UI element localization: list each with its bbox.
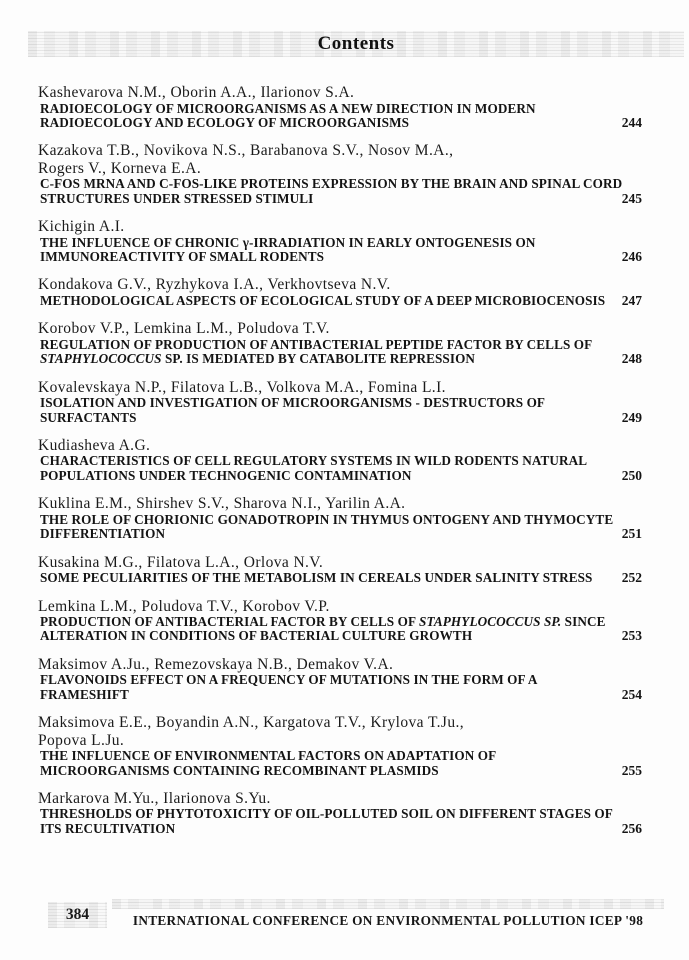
entry-title-line (38, 411, 593, 425)
entry-page-number: 250 (621, 467, 642, 483)
entry-page-number: 249 (621, 409, 642, 425)
entry-title-segment: SOME PECULIARITIES OF THE METABOLISM IN CEREALS UNDER SALINITY STRESS (40, 570, 593, 586)
entry-title-line (38, 806, 613, 822)
entry-text (38, 656, 593, 702)
entry-authors: Kusakina M.G., Filatova L.A., Orlova N.V. (38, 553, 324, 571)
entry-authors: Lemkina L.M., Poludova T.V., Korobov V.P. (38, 597, 330, 615)
entry-title-segment: ITS RECULTIVATION (40, 820, 176, 836)
toc-entries (38, 84, 689, 848)
entry-title-line (38, 338, 593, 352)
entry-title-line (38, 454, 593, 468)
entry-title-line (38, 688, 593, 702)
toc-entry (38, 218, 689, 264)
toc-entry (38, 495, 689, 541)
entry-text (38, 320, 593, 366)
entry-text (38, 495, 614, 542)
entry-title-segment: ISOLATION AND INVESTIGATION OF MICROORGANISMS - DESTRUCTORS OF (40, 395, 546, 411)
toc-entry (38, 554, 689, 586)
toc-entry (38, 714, 689, 778)
entry-title-line (38, 749, 593, 763)
entry-title-segment: CHARACTERISTICS OF CELL REGULATORY SYSTEMS IN WILD RODENTS NATURAL (40, 453, 588, 469)
entry-title-segment: POPULATIONS UNDER TECHNOGENIC CONTAMINATION (40, 467, 412, 483)
entry-page-number: 248 (621, 351, 642, 367)
entry-title-segment: THRESHOLDS OF PHYTOTOXICITY OF OIL-POLLUTED SOIL ON DIFFERENT STAGES OF (40, 806, 613, 822)
entry-text (38, 142, 623, 206)
entry-title-line (38, 822, 593, 836)
entry-page-number: 251 (621, 526, 642, 542)
entry-title-line (38, 527, 593, 541)
entry-authors: Maksimova E.E., Boyandin A.N., Kargatova T.V., Krylova T.Ju., (38, 714, 465, 732)
entry-title-line (38, 292, 606, 308)
entry-page-number: 246 (621, 249, 642, 265)
entry-authors: Maksimov A.Ju., Remezovskaya N.B., Demakov V.A. (38, 655, 394, 673)
entry-page-number: 247 (621, 292, 642, 308)
entry-title-segment: DIFFERENTIATION (40, 526, 166, 542)
entry-title-segment: SINCE (561, 614, 606, 629)
entry-title-segment: C-FOS MRNA AND C-FOS-LIKE PROTEINS EXPRESSION BY THE BRAIN AND SPINAL CORD (40, 176, 623, 192)
entry-text (38, 218, 593, 264)
entry-text (38, 437, 593, 483)
entry-title-line (38, 571, 593, 585)
toc-entry (38, 276, 689, 308)
entry-title-line (38, 236, 593, 250)
entry-title-line (38, 176, 623, 192)
entry-title-segment: RADIOECOLOGY AND ECOLOGY OF MICROORGANISMS (40, 114, 410, 130)
entry-title-segment: ALTERATION IN CONDITIONS OF BACTERIAL CULTURE GROWTH (40, 628, 473, 644)
entry-text (38, 276, 606, 308)
entry-title-line (38, 764, 593, 778)
entry-page-number: 244 (621, 114, 642, 130)
entry-authors: Kuklina E.M., Shirshev S.V., Sharova N.I., Yarilin A.A. (38, 495, 406, 513)
entry-title-segment: THE INFLUENCE OF CHRONIC γ-IRRADIATION IN EARLY ONTOGENESIS ON (40, 234, 536, 250)
entry-page-number: 245 (621, 190, 642, 206)
entry-text (38, 714, 593, 778)
toc-entry (38, 790, 689, 836)
entry-title-line (38, 396, 593, 410)
footer-scan-strip (112, 899, 664, 909)
header-band (28, 31, 684, 57)
entry-text (38, 554, 593, 586)
toc-entry (38, 142, 689, 206)
entry-title-segment: IMMUNOREACTIVITY OF SMALL RODENTS (40, 249, 325, 265)
entry-authors: Korobov V.P., Lemkina L.M., Poludova T.V. (38, 320, 330, 338)
entry-title-line (38, 673, 593, 687)
entry-title-segment: PRODUCTION OF ANTIBACTERIAL FACTOR BY CELLS OF (40, 614, 420, 629)
entry-title-italic-segment: STAPHYLOCOCCUS SP. (419, 614, 562, 629)
entry-title-segment: RADIOECOLOGY OF MICROORGANISMS AS A NEW DIRECTION IN MODERN (40, 100, 536, 116)
entry-title-segment: FLAVONOIDS EFFECT ON A FREQUENCY OF MUTATIONS IN THE FORM OF A (40, 672, 538, 688)
entry-page-number: 254 (621, 686, 642, 702)
entry-title-segment: THE INFLUENCE OF ENVIRONMENTAL FACTORS ON ADAPTATION OF (40, 748, 497, 764)
footer-page-number: 384 (48, 902, 107, 928)
footer-conference-title: INTERNATIONAL CONFERENCE ON ENVIRONMENTAL POLLUTION ICEP '98 (132, 913, 644, 928)
entry-page-number: 256 (621, 820, 642, 836)
entry-page-number: 253 (621, 628, 642, 644)
entry-authors: Rogers V., Korneva E.A. (38, 159, 202, 177)
entry-page-number: 255 (621, 762, 642, 778)
page-title: Contents (317, 33, 395, 54)
entry-authors: Kashevarova N.M., Oborin A.A., Ilarionov S.A. (38, 84, 355, 101)
toc-entry (38, 84, 689, 130)
toc-entry (38, 437, 689, 483)
entry-authors: Kondakova G.V., Ryzhykova I.A., Verkhovtseva N.V. (38, 276, 391, 294)
entry-title-line (38, 511, 614, 527)
entry-text (38, 597, 606, 644)
entry-authors: Popova L.Ju. (38, 731, 125, 749)
entry-title-segment: STRUCTURES UNDER STRESSED STIMULI (40, 190, 314, 206)
entry-authors: Kichigin A.I. (38, 218, 125, 236)
entry-title-line (38, 614, 606, 629)
footer-band (112, 899, 664, 931)
entry-page-number: 252 (621, 570, 642, 586)
entry-authors: Kovalevskaya N.P., Filatova L.B., Volkova M.A., Fomina L.I. (38, 378, 446, 396)
entry-title-line (38, 250, 593, 264)
entry-text (38, 84, 593, 130)
entry-title-segment: THE ROLE OF CHORIONIC GONADOTROPIN IN THYMUS ONTOGENY AND THYMOCYTE (40, 511, 614, 527)
entry-title-italic-segment: STAPHYLOCOCCUS (40, 351, 162, 367)
entry-title-segment: MICROORGANISMS CONTAINING RECOMBINANT PLASMIDS (40, 762, 439, 778)
entry-authors: Kudiasheva A.G. (38, 436, 151, 454)
toc-entry (38, 598, 689, 644)
entry-title-line (38, 469, 593, 483)
entry-title-segment: SP. IS MEDIATED BY CATABOLITE REPRESSION (161, 351, 476, 367)
entry-text (38, 379, 593, 425)
entry-title-segment: REGULATION OF PRODUCTION OF ANTIBACTERIAL PEPTIDE FACTOR BY CELLS OF (40, 336, 593, 352)
entry-title-segment: METHODOLOGICAL ASPECTS OF ECOLOGICAL STUDY OF A DEEP MICROBIOCENOSIS (40, 292, 606, 308)
toc-entry (38, 656, 689, 702)
entry-title-segment: SURFACTANTS (40, 409, 137, 425)
entry-title-line (38, 352, 593, 366)
entry-text (38, 789, 613, 836)
toc-entry (38, 320, 689, 366)
entry-authors: Markarova M.Yu., Ilarionova S.Yu. (38, 789, 271, 807)
entry-title-line (38, 629, 593, 643)
entry-title-segment: FRAMESHIFT (40, 686, 129, 702)
entry-authors: Kazakova T.B., Novikova N.S., Barabanova S.V., Nosov M.A., (38, 142, 454, 160)
entry-title-line (38, 192, 593, 206)
entry-title-line (38, 116, 593, 130)
toc-entry (38, 379, 689, 425)
entry-title-line (38, 102, 593, 116)
